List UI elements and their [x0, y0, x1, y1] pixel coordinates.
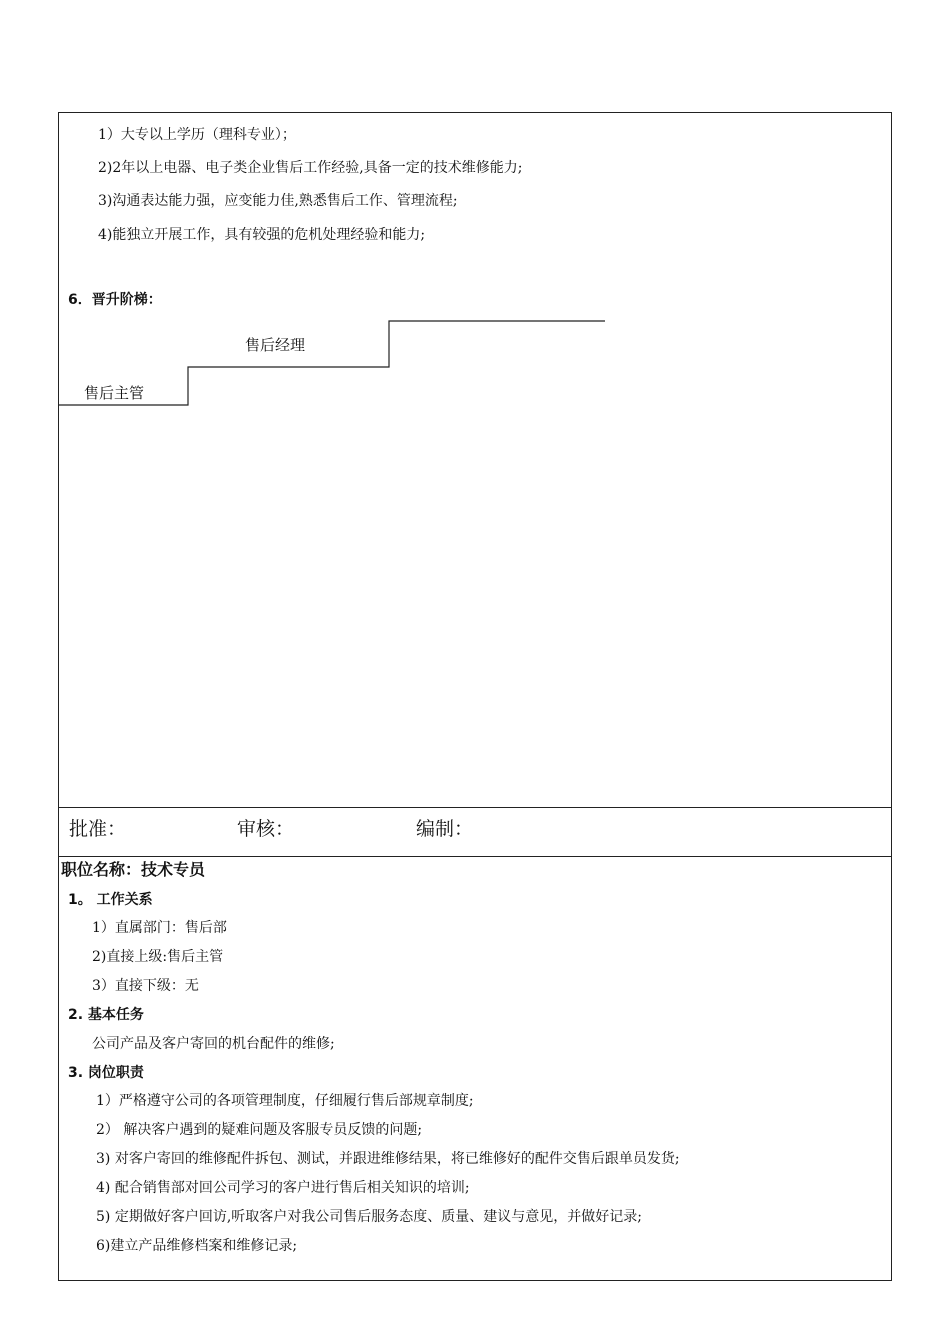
approve-label: 批准：	[69, 818, 127, 840]
ladder-step-manager: 售后经理	[245, 336, 306, 354]
s3-item-4: 4) 配合销售部对回公司学习的客户进行售后相关知识的培训;	[96, 1180, 470, 1196]
requirement-1: 1）大专以上学历（理科专业）；	[98, 127, 296, 143]
prepare-label: 编制：	[416, 818, 474, 840]
s1-item-3: 3）直接下级：无	[92, 978, 199, 994]
s3-item-2: 2） 解决客户遇到的疑难问题及客服专员反馈的问题;	[96, 1122, 423, 1138]
promotion-heading: 6．晋升阶梯：	[68, 292, 162, 308]
section-1-heading: 1。 工作关系	[68, 892, 153, 908]
section-3-heading: 3. 岗位职责	[68, 1065, 144, 1081]
s1-item-2: 2)直接上级:售后主管	[92, 949, 224, 965]
requirement-4: 4)能独立开展工作，具有较强的危机处理经验和能力;	[98, 227, 426, 243]
requirement-3: 3)沟通表达能力强，应变能力佳,熟悉售后工作、管理流程;	[98, 193, 458, 209]
review-label: 审核：	[237, 818, 295, 840]
signoff-row	[58, 807, 892, 857]
section-2-heading: 2. 基本任务	[68, 1007, 144, 1023]
position-title: 职位名称：技术专员	[61, 860, 206, 879]
s3-item-6: 6)建立产品维修档案和维修记录;	[96, 1238, 298, 1254]
s3-item-5: 5) 定期做好客户回访,听取客户对我公司售后服务态度、质量、建议与意见，并做好记录;	[96, 1209, 642, 1225]
requirement-2: 2)2年以上电器、电子类企业售后工作经验,具备一定的技术维修能力;	[98, 160, 523, 176]
s2-text: 公司产品及客户寄回的机台配件的维修;	[92, 1036, 335, 1052]
s3-item-3: 3) 对客户寄回的维修配件拆包、测试，并跟进维修结果，将已维修好的配件交售后跟单员发货;	[96, 1151, 680, 1167]
s1-item-1: 1）直属部门：售后部	[92, 920, 227, 936]
ladder-step-supervisor: 售后主管	[84, 384, 145, 402]
s3-item-1: 1）严格遵守公司的各项管理制度，仔细履行售后部规章制度;	[96, 1093, 474, 1109]
